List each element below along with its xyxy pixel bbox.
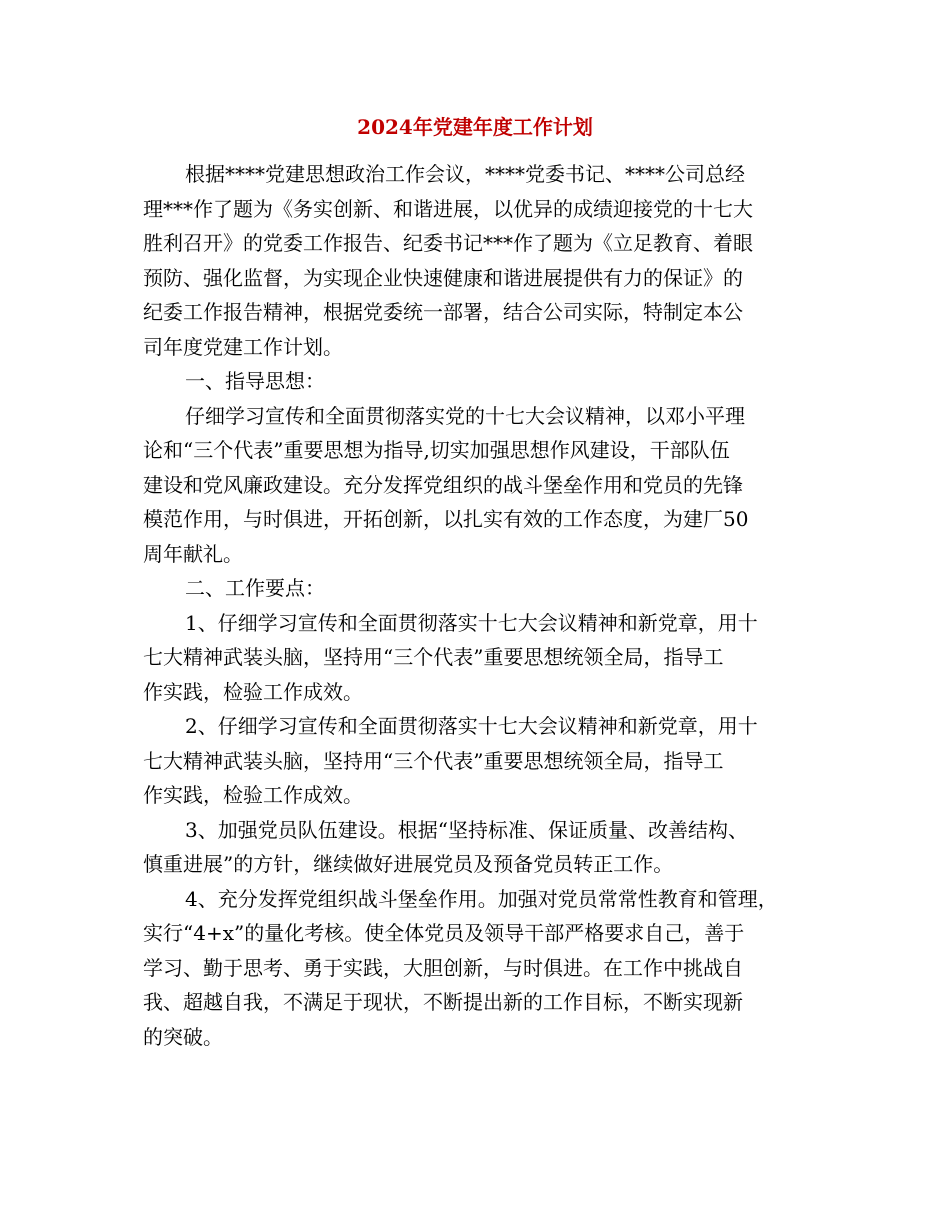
paragraph-point-2 [143, 709, 823, 813]
paragraph-point-3 [143, 813, 823, 882]
text-line: 4、充分发挥党组织战斗堡垒作用。加强对党员常常性教育和管理， [185, 886, 778, 911]
text-line: 理***作了题为《务实创新、和谐进展，以优异的成绩迎接党的十七大 [143, 196, 753, 221]
text-line: 学习、勤于思考、勇于实践，大胆创新，与时俱进。在工作中挑战自 [143, 955, 743, 980]
text-line: 二、工作要点： [185, 576, 325, 600]
text-line: 根据****党建思想政治工作会议，****党委书记、****公司总经 [185, 162, 745, 186]
text-line: 3、加强党员队伍建设。根据“坚持标准、保证质量、改善结构、 [185, 817, 748, 842]
text-line: 作实践，检验工作成效。 [143, 679, 363, 704]
text-line: 七大精神武装头脑，坚持用“三个代表”重要思想统领全局，指导工 [143, 748, 724, 773]
document-body [143, 157, 823, 1054]
section-heading-guiding-ideology [143, 364, 823, 399]
text-line: 我、超越自我，不满足于现状，不断提出新的工作目标，不断实现新 [143, 990, 743, 1014]
text-line: 的突破。 [143, 1024, 223, 1049]
paragraph-guiding-ideology [143, 399, 823, 572]
text-line: 2、仔细学习宣传和全面贯彻落实十七大会议精神和新党章，用十 [185, 714, 758, 738]
paragraph-point-4 [143, 882, 823, 1055]
text-line: 建设和党风廉政建设。充分发挥党组织的战斗堡垒作用和党员的先锋 [143, 472, 743, 497]
paragraph-point-1 [143, 606, 823, 710]
text-line: 预防、强化监督，为实现企业快速健康和谐进展提供有力的保证》的 [143, 265, 743, 290]
text-line: 作实践，检验工作成效。 [143, 783, 363, 807]
text-line: 论和“三个代表”重要思想为指导,切实加强思想作风建设，干部队伍 [143, 438, 730, 462]
text-line: 慎重进展”的方针，继续做好进展党员及预备党员转正工作。 [143, 852, 674, 876]
text-line: 胜利召开》的党委工作报告、纪委书记***作了题为《立足教育、着眼 [143, 231, 753, 255]
text-line: 实行“4+x”的量化考核。使全体党员及领导干部严格要求自己，善于 [143, 921, 745, 945]
text-line: 一、指导思想： [185, 369, 325, 393]
text-line: 仔细学习宣传和全面贯彻落实党的十七大会议精神，以邓小平理 [185, 403, 745, 428]
text-line: 司年度党建工作计划。 [143, 334, 343, 359]
section-heading-work-points [143, 571, 823, 606]
text-line: 七大精神武装头脑，坚持用“三个代表”重要思想统领全局，指导工 [143, 645, 724, 669]
paragraph-intro [143, 157, 823, 364]
document-title: 2024年党建年度工作计划 [357, 115, 593, 139]
text-line: 1、仔细学习宣传和全面贯彻落实十七大会议精神和新党章，用十 [185, 610, 758, 635]
text-line: 周年献礼。 [143, 541, 243, 566]
text-line: 纪委工作报告精神，根据党委统一部署，结合公司实际，特制定本公 [143, 300, 743, 324]
text-line: 模范作用，与时俱进，开拓创新，以扎实有效的工作态度，为建厂50 [143, 507, 749, 531]
